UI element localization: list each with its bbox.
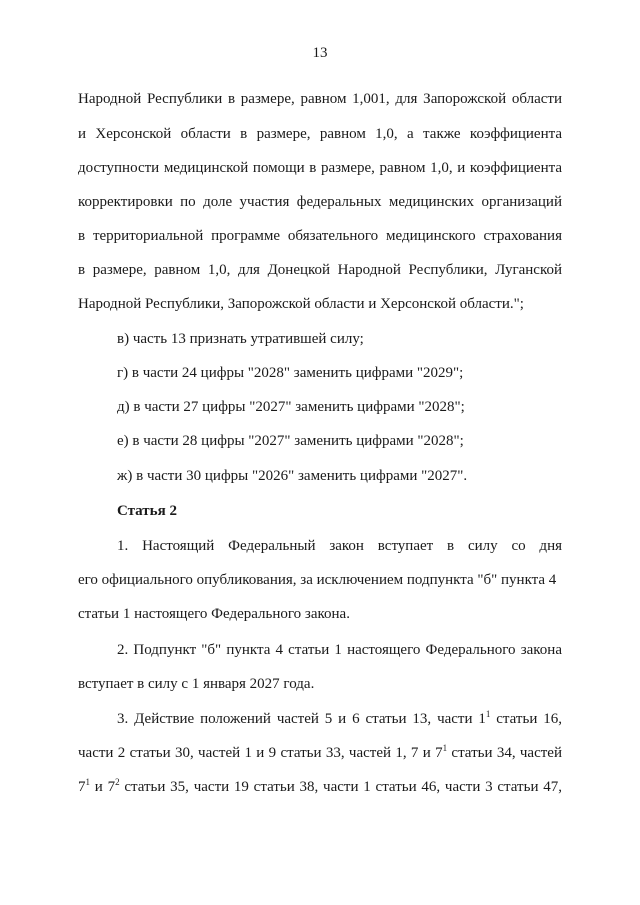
text-line: статьи 1 настоящего Федерального закона. [78, 606, 350, 622]
text-segment: 7 [78, 779, 86, 795]
list-item: в) часть 13 признать утратившей силу; [117, 331, 364, 347]
superscript: 1 [485, 709, 491, 719]
text-segment: 3. Действие положений частей 5 и 6 статьи 13, части 1 [117, 711, 486, 727]
text-line: в размере, равном 1,0, для Донецкой Народной Республики, Луганской [78, 262, 562, 278]
text-line: корректировки по доле участия федеральных медицинских организаций [78, 194, 562, 210]
text-line [78, 743, 562, 763]
text-line: его официального опубликования, за исключением подпункта "б" пункта 4 [78, 572, 557, 588]
list-item: ж) в части 30 цифры "2026" заменить цифрами "2027". [117, 468, 468, 484]
text-line: вступает в силу с 1 января 2027 года. [78, 676, 315, 692]
list-item: д) в части 27 цифры "2027" заменить цифрами "2028"; [117, 399, 465, 415]
text-line: Народной Республики в размере, равном 1,001, для Запорожской области [78, 91, 562, 107]
superscript: 1 [85, 777, 90, 787]
text-segment: статьи 34, частей [447, 745, 562, 761]
text-line: 1. Настоящий Федеральный закон вступает в силу со дня [117, 538, 562, 554]
text-line [78, 777, 562, 797]
article-heading: Статья 2 [117, 503, 177, 519]
text-line: Народной Республики, Запорожской области и Херсонской области."; [78, 296, 524, 312]
superscript: 2 [115, 777, 120, 787]
list-item: е) в части 28 цифры "2027" заменить цифрами "2028"; [117, 433, 464, 449]
page-number: 13 [312, 45, 328, 61]
text-line: в территориальной программе обязательного медицинского страхования [78, 228, 562, 244]
text-segment: статьи 16, [490, 711, 562, 727]
text-segment: статьи 35, части 19 статьи 38, части 1 статьи 46, части 3 статьи 47, [119, 779, 562, 795]
text-segment: части 2 статьи 30, частей 1 и 9 статьи 33, частей 1, 7 и 7 [78, 745, 443, 761]
text-line: и Херсонской области в размере, равном 1,0, а также коэффициента [78, 126, 562, 142]
text-line: 2. Подпункт "б" пункта 4 статьи 1 настоящего Федерального закона [117, 642, 562, 658]
superscript: 1 [442, 743, 448, 753]
text-line: доступности медицинской помощи в размере, равном 1,0, и коэффициента [78, 160, 562, 176]
text-line [117, 709, 562, 729]
text-segment: и 7 [90, 779, 116, 795]
list-item: г) в части 24 цифры "2028" заменить цифрами "2029"; [117, 365, 464, 381]
